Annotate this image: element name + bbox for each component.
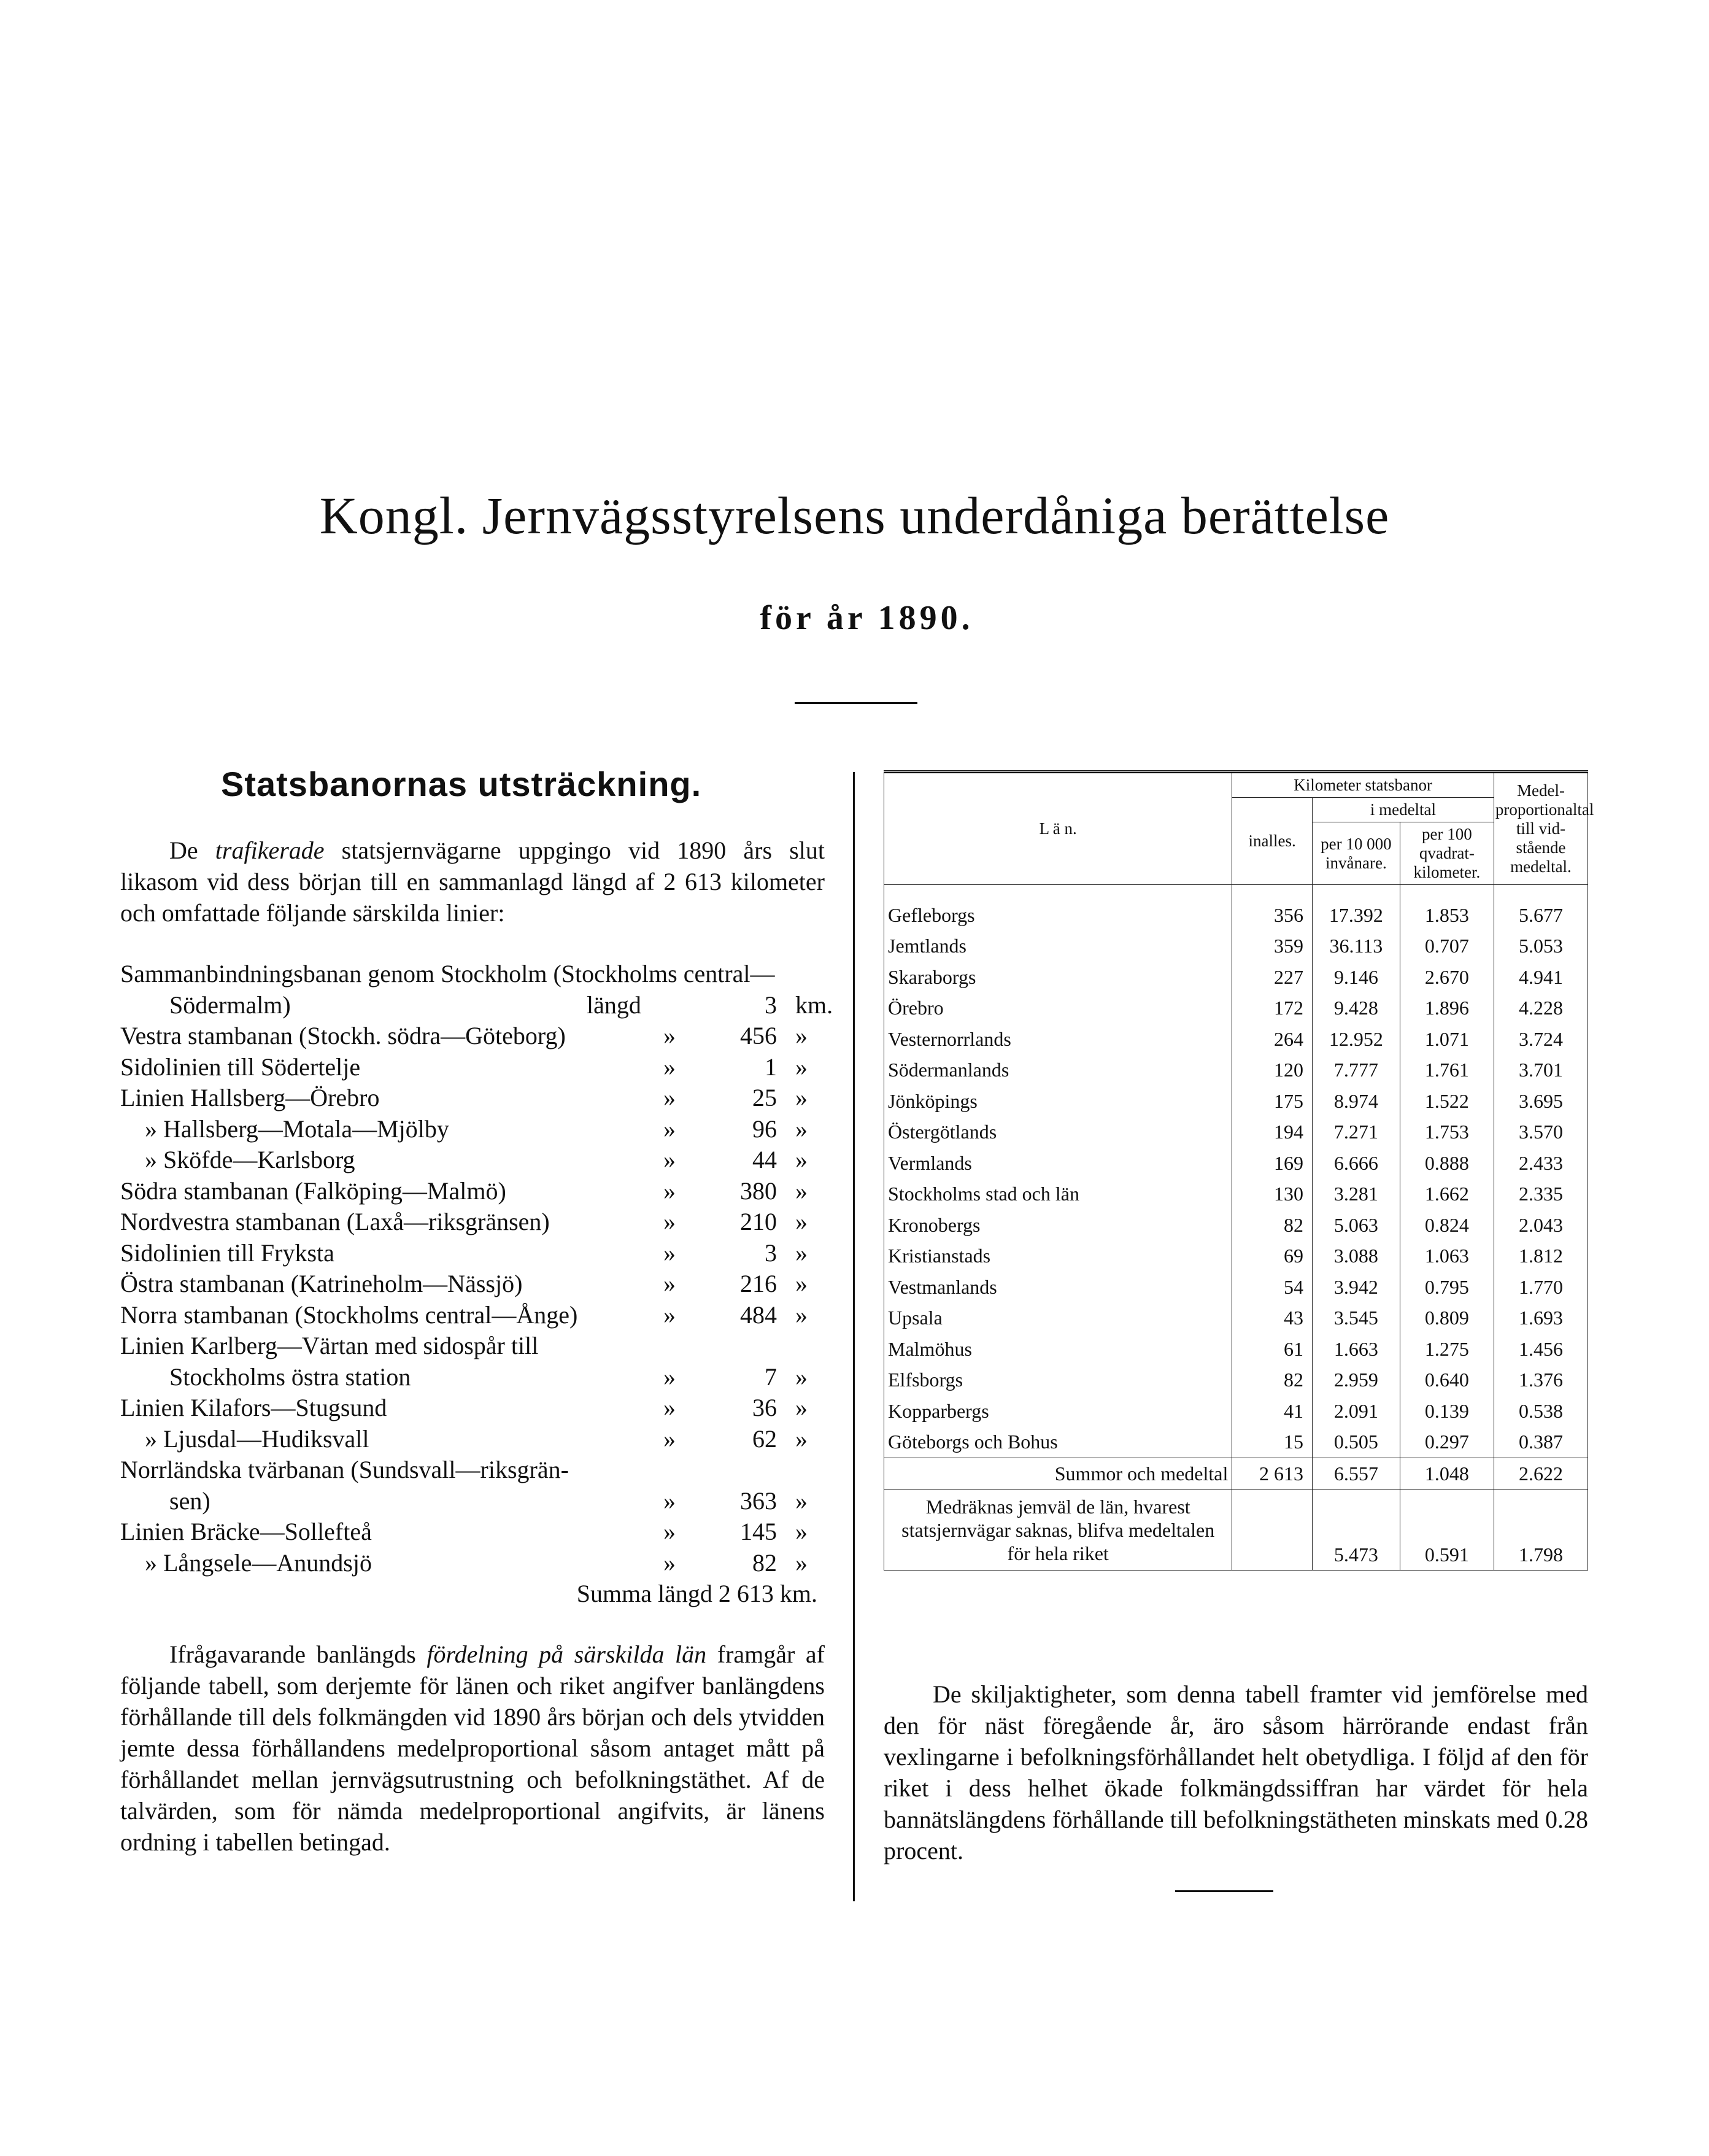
line-length: 36 xyxy=(752,1394,777,1421)
unit-mark: » xyxy=(795,1115,808,1143)
sum-row: Summor och medeltal 2 613 6.557 1.048 2.622 xyxy=(884,1458,1588,1490)
page-title: Kongl. Jernvägsstyrelsens underdåniga berättelse xyxy=(319,486,1390,545)
mean-proportional: 1.812 xyxy=(1494,1241,1587,1272)
ditto-mark: » xyxy=(663,1053,676,1081)
line-row: Norrländska tvärbanan (Sundsvall—riksgrän- xyxy=(120,1456,569,1483)
line-row xyxy=(120,1207,825,1238)
per-inhabitants: 17.392 xyxy=(1312,900,1400,931)
per-inhabitants: 36.113 xyxy=(1312,931,1400,962)
table-row xyxy=(884,1396,1588,1427)
unit-mark: » xyxy=(795,1424,808,1453)
table-row xyxy=(884,1365,1588,1396)
line-row: Södermalm) längd 3 km. xyxy=(169,991,833,1019)
line-label: Nordvestra stambanan (Laxå—riksgränsen) xyxy=(120,1208,550,1235)
km-total: 15 xyxy=(1232,1427,1313,1458)
per-area: 0.795 xyxy=(1400,1272,1494,1303)
mean-proportional: 3.570 xyxy=(1494,1117,1587,1148)
per-area: 0.824 xyxy=(1400,1210,1494,1241)
km-total: 356 xyxy=(1232,900,1313,931)
line-label: Vestra stambanan (Stockh. södra—Göteborg) xyxy=(120,1022,566,1049)
km-total: 43 xyxy=(1232,1303,1313,1334)
per-area: 1.071 xyxy=(1400,1024,1494,1055)
county-name: Stockholms stad och län xyxy=(884,1179,1232,1210)
county-name: Malmöhus xyxy=(884,1334,1232,1365)
per-inhabitants: 9.428 xyxy=(1312,993,1400,1024)
unit-mark: » xyxy=(795,1053,808,1081)
km-total: 194 xyxy=(1232,1117,1313,1148)
km-total: 175 xyxy=(1232,1086,1313,1117)
county-name: Jemtlands xyxy=(884,931,1232,962)
per-inhabitants: 3.545 xyxy=(1312,1303,1400,1334)
mean-proportional: 5.677 xyxy=(1494,900,1587,931)
line-length: 484 xyxy=(740,1300,777,1329)
line-label: Östra stambanan (Katrineholm—Nässjö) xyxy=(120,1270,523,1297)
riket-label: Medräknas jemväl de län, hvarest statsjernvägar saknas, blifva medeltalen för hela riket xyxy=(884,1489,1232,1570)
county-name: Vesternorrlands xyxy=(884,1024,1232,1055)
line-row xyxy=(120,1300,825,1332)
unit-mark: » xyxy=(795,1518,808,1545)
line-length: 96 xyxy=(752,1115,777,1143)
line-row xyxy=(120,1548,825,1580)
mean-proportional: 3.701 xyxy=(1494,1055,1587,1086)
km-total: 120 xyxy=(1232,1055,1313,1086)
county-name: Skaraborgs xyxy=(884,962,1232,993)
railway-lines-list xyxy=(120,959,833,1610)
ditto-mark: » xyxy=(663,1518,676,1545)
county-name: Kronobergs xyxy=(884,1210,1232,1241)
line-row xyxy=(120,1053,825,1084)
note-paragraph: De skiljaktigheter, som denna tabell framter vid jemförelse med den för näst föregående år, äro såsom härrörande endast från vexlingarne i befolkningsförhållandet helt obetydliga. I följd af den för riket i dess helhet ökade folkmängdssiffran har värdet för hela bannätslängdens förhållande till befolkningstätheten minskats med 0.28 procent. xyxy=(884,1680,1588,1864)
per-area: 2.670 xyxy=(1400,962,1494,993)
ditto-mark: » xyxy=(663,1270,676,1297)
ditto-mark: » xyxy=(663,1146,676,1173)
line-row: sen) » 363 » xyxy=(169,1486,808,1515)
line-label: Norra stambanan (Stockholms central—Ånge) xyxy=(120,1300,578,1329)
riket-row: Medräknas jemväl de län, hvarest statsjernvägar saknas, blifva medeltalen för hela riket 5.473 0.591 1.798 xyxy=(884,1489,1588,1570)
line-row xyxy=(120,1083,825,1115)
per-inhabitants: 3.942 xyxy=(1312,1272,1400,1303)
km-total: 41 xyxy=(1232,1396,1313,1427)
line-row xyxy=(120,1269,825,1300)
per-area: 0.297 xyxy=(1400,1427,1494,1458)
per-inhabitants: 3.281 xyxy=(1312,1179,1400,1210)
per-area: 0.139 xyxy=(1400,1396,1494,1427)
per-inhabitants: 2.091 xyxy=(1312,1396,1400,1427)
mean-proportional: 1.693 xyxy=(1494,1303,1587,1334)
county-name: Södermanlands xyxy=(884,1055,1232,1086)
header-medeltal: i medeltal xyxy=(1312,798,1494,822)
ditto-mark: » xyxy=(663,1424,676,1453)
table-row xyxy=(884,1210,1588,1241)
county-name: Vestmanlands xyxy=(884,1272,1232,1303)
county-name: Jönköpings xyxy=(884,1086,1232,1117)
per-inhabitants: 0.505 xyxy=(1312,1427,1400,1458)
line-length: 380 xyxy=(740,1177,777,1205)
line-row xyxy=(120,1177,825,1208)
per-inhabitants: 6.666 xyxy=(1312,1148,1400,1179)
unit-mark: » xyxy=(795,1084,808,1111)
header-per-kvadrat: per 100 qvadrat-kilometer. xyxy=(1400,822,1494,885)
line-label: » Sköfde—Karlsborg xyxy=(145,1146,355,1173)
unit-mark: » xyxy=(795,1177,808,1205)
km-total: 61 xyxy=(1232,1334,1313,1365)
header-proportional: Medel-proportionaltal till vid-stående medeltal. xyxy=(1494,772,1587,885)
per-area: 0.809 xyxy=(1400,1303,1494,1334)
unit-mark: » xyxy=(795,1238,808,1267)
per-area: 0.888 xyxy=(1400,1148,1494,1179)
line-label: Linien Hallsberg—Örebro xyxy=(120,1084,380,1111)
km-total: 69 xyxy=(1232,1241,1313,1272)
distribution-emphasis: fördelning på särskilda län xyxy=(426,1640,707,1668)
per-inhabitants: 12.952 xyxy=(1312,1024,1400,1055)
km-total: 227 xyxy=(1232,962,1313,993)
km-total: 169 xyxy=(1232,1148,1313,1179)
header-km: Kilometer statsbanor xyxy=(1232,772,1494,798)
title-divider xyxy=(795,702,917,704)
county-table xyxy=(884,770,1594,1571)
county-name: Örebro xyxy=(884,993,1232,1024)
per-area: 1.761 xyxy=(1400,1055,1494,1086)
line-row xyxy=(120,1021,825,1053)
unit-mark: » xyxy=(795,1208,808,1235)
line-length: 62 xyxy=(752,1424,777,1453)
ditto-mark: » xyxy=(663,1394,676,1421)
line-length: 44 xyxy=(752,1146,777,1173)
intro-paragraph: De trafikerade statsjernvägarne uppgingo vid 1890 års slut likasom vid dess början till en sammanlagd längd af 2 613 kilometer och omfattade följande särskilda linier: xyxy=(120,837,825,927)
end-divider xyxy=(1175,1890,1273,1892)
per-area: 1.896 xyxy=(1400,993,1494,1024)
unit-mark: » xyxy=(795,1270,808,1297)
table-row xyxy=(884,1117,1588,1148)
column-divider xyxy=(853,772,855,1901)
ditto-mark: » xyxy=(663,1548,676,1577)
ditto-mark: » xyxy=(663,1115,676,1143)
county-name: Upsala xyxy=(884,1303,1232,1334)
km-total: 359 xyxy=(1232,931,1313,962)
km-total: 130 xyxy=(1232,1179,1313,1210)
unit-mark: » xyxy=(795,1300,808,1329)
table-row xyxy=(884,1272,1588,1303)
per-inhabitants: 8.974 xyxy=(1312,1086,1400,1117)
county-name: Kopparbergs xyxy=(884,1396,1232,1427)
table-row xyxy=(884,1303,1588,1334)
mean-proportional: 5.053 xyxy=(1494,931,1587,962)
per-inhabitants: 5.063 xyxy=(1312,1210,1400,1241)
mean-proportional: 0.387 xyxy=(1494,1427,1587,1458)
summa-text: Summa längd 2 613 km. xyxy=(576,1580,817,1607)
per-area: 0.707 xyxy=(1400,931,1494,962)
unit-mark: » xyxy=(795,1548,808,1577)
line-length: 82 xyxy=(752,1548,777,1577)
line-label: » Ljusdal—Hudiksvall xyxy=(145,1424,369,1453)
mean-proportional: 3.695 xyxy=(1494,1086,1587,1117)
line-row: Linien Karlberg—Värtan med sidospår till xyxy=(120,1332,539,1359)
ditto-mark: » xyxy=(663,1177,676,1205)
ditto-mark: » xyxy=(663,1022,676,1049)
page-subtitle: för år 1890. xyxy=(760,599,974,637)
header-lan: L ä n. xyxy=(884,772,1232,885)
county-name: Kristianstads xyxy=(884,1241,1232,1272)
line-length: 210 xyxy=(740,1208,777,1235)
per-inhabitants: 9.146 xyxy=(1312,962,1400,993)
section-heading: Statsbanornas utsträckning. xyxy=(221,765,702,803)
mean-proportional: 1.456 xyxy=(1494,1334,1587,1365)
line-row xyxy=(120,1424,825,1456)
sum-label: Summor och medeltal xyxy=(884,1458,1232,1490)
per-area: 1.275 xyxy=(1400,1334,1494,1365)
line-label: Sidolinien till Södertelje xyxy=(120,1053,361,1081)
table-row xyxy=(884,1241,1588,1272)
intro-emphasis: trafikerade xyxy=(215,837,325,864)
mean-proportional: 2.043 xyxy=(1494,1210,1587,1241)
mean-proportional: 4.228 xyxy=(1494,993,1587,1024)
line-length: 145 xyxy=(740,1518,777,1545)
unit-mark: » xyxy=(795,1394,808,1421)
county-name: Vermlands xyxy=(884,1148,1232,1179)
line-length: 456 xyxy=(740,1022,777,1049)
county-name: Gefleborgs xyxy=(884,900,1232,931)
line-row xyxy=(120,1238,825,1270)
mean-proportional: 1.376 xyxy=(1494,1365,1587,1396)
per-inhabitants: 2.959 xyxy=(1312,1365,1400,1396)
line-row xyxy=(120,1517,825,1548)
mean-proportional: 2.433 xyxy=(1494,1148,1587,1179)
table-row xyxy=(884,1334,1588,1365)
table-row xyxy=(884,900,1588,931)
ditto-mark: » xyxy=(663,1238,676,1267)
per-inhabitants: 1.663 xyxy=(1312,1334,1400,1365)
line-label: Sidolinien till Fryksta xyxy=(120,1238,334,1267)
line-length: 25 xyxy=(752,1084,777,1111)
mean-proportional: 2.335 xyxy=(1494,1179,1587,1210)
mean-proportional: 1.770 xyxy=(1494,1272,1587,1303)
header-inalles: inalles. xyxy=(1232,798,1313,885)
summa-row xyxy=(120,1579,825,1610)
line-length: 216 xyxy=(740,1270,777,1297)
km-total: 82 xyxy=(1232,1365,1313,1396)
per-area: 1.753 xyxy=(1400,1117,1494,1148)
line-label: » Hallsberg—Motala—Mjölby xyxy=(145,1115,449,1143)
km-total: 172 xyxy=(1232,993,1313,1024)
line-label: Södra stambanan (Falköping—Malmö) xyxy=(120,1177,506,1205)
county-name: Göteborgs och Bohus xyxy=(884,1427,1232,1458)
header-per-invanare: per 10 000 invånare. xyxy=(1312,822,1400,885)
km-total: 82 xyxy=(1232,1210,1313,1241)
table-row xyxy=(884,1086,1588,1117)
ditto-mark: » xyxy=(663,1300,676,1329)
table-row xyxy=(884,1148,1588,1179)
per-area: 1.522 xyxy=(1400,1086,1494,1117)
unit-mark: » xyxy=(795,1146,808,1173)
mean-proportional: 3.724 xyxy=(1494,1024,1587,1055)
km-total: 54 xyxy=(1232,1272,1313,1303)
line-label: » Långsele—Anundsjö xyxy=(145,1548,372,1577)
line-label: Linien Bräcke—Sollefteå xyxy=(120,1518,372,1545)
per-inhabitants: 7.777 xyxy=(1312,1055,1400,1086)
line-row: Stockholms östra station » 7 » xyxy=(169,1362,808,1391)
per-area: 0.640 xyxy=(1400,1365,1494,1396)
county-name: Elfsborgs xyxy=(884,1365,1232,1396)
line-row xyxy=(120,1115,825,1146)
table-row xyxy=(884,1179,1588,1210)
line-length: 1 xyxy=(765,1053,777,1081)
line-label: Linien Kilafors—Stugsund xyxy=(120,1394,387,1421)
unit-mark: » xyxy=(795,1022,808,1049)
line-row: Sammanbindningsbanan genom Stockholm (Stockholms central— xyxy=(120,960,775,987)
line-row xyxy=(120,1393,825,1424)
per-inhabitants: 7.271 xyxy=(1312,1117,1400,1148)
line-row xyxy=(120,1145,825,1177)
km-total: 264 xyxy=(1232,1024,1313,1055)
ditto-mark: » xyxy=(663,1208,676,1235)
per-area: 1.853 xyxy=(1400,900,1494,931)
county-name: Östergötlands xyxy=(884,1117,1232,1148)
per-area: 1.662 xyxy=(1400,1179,1494,1210)
line-length: 3 xyxy=(765,1238,777,1267)
table-row xyxy=(884,1024,1588,1055)
table-row xyxy=(884,993,1588,1024)
mean-proportional: 0.538 xyxy=(1494,1396,1587,1427)
ditto-mark: » xyxy=(663,1084,676,1111)
table-row xyxy=(884,1055,1588,1086)
per-inhabitants: 3.088 xyxy=(1312,1241,1400,1272)
mean-proportional: 4.941 xyxy=(1494,962,1587,993)
distribution-paragraph: Ifrågavarande banlängds fördelning på särskilda län framgår af följande tabell, som derjemte för länen och riket angifver banlängdens förhållande till dels folkmängden vid 1890 års början och dels ytvidden jemte dessa förhållandens medelproportional såsom antaget mått på förhållandet mellan jernvägsutrustning och befolkningstäthet. Af de talvärden, som för nämda medelproportional angifvits, är länens ordning i tabellen betingad. xyxy=(120,1640,825,1856)
per-area: 1.063 xyxy=(1400,1241,1494,1272)
table-row xyxy=(884,962,1588,993)
table-row xyxy=(884,931,1588,962)
table-row xyxy=(884,1427,1588,1458)
